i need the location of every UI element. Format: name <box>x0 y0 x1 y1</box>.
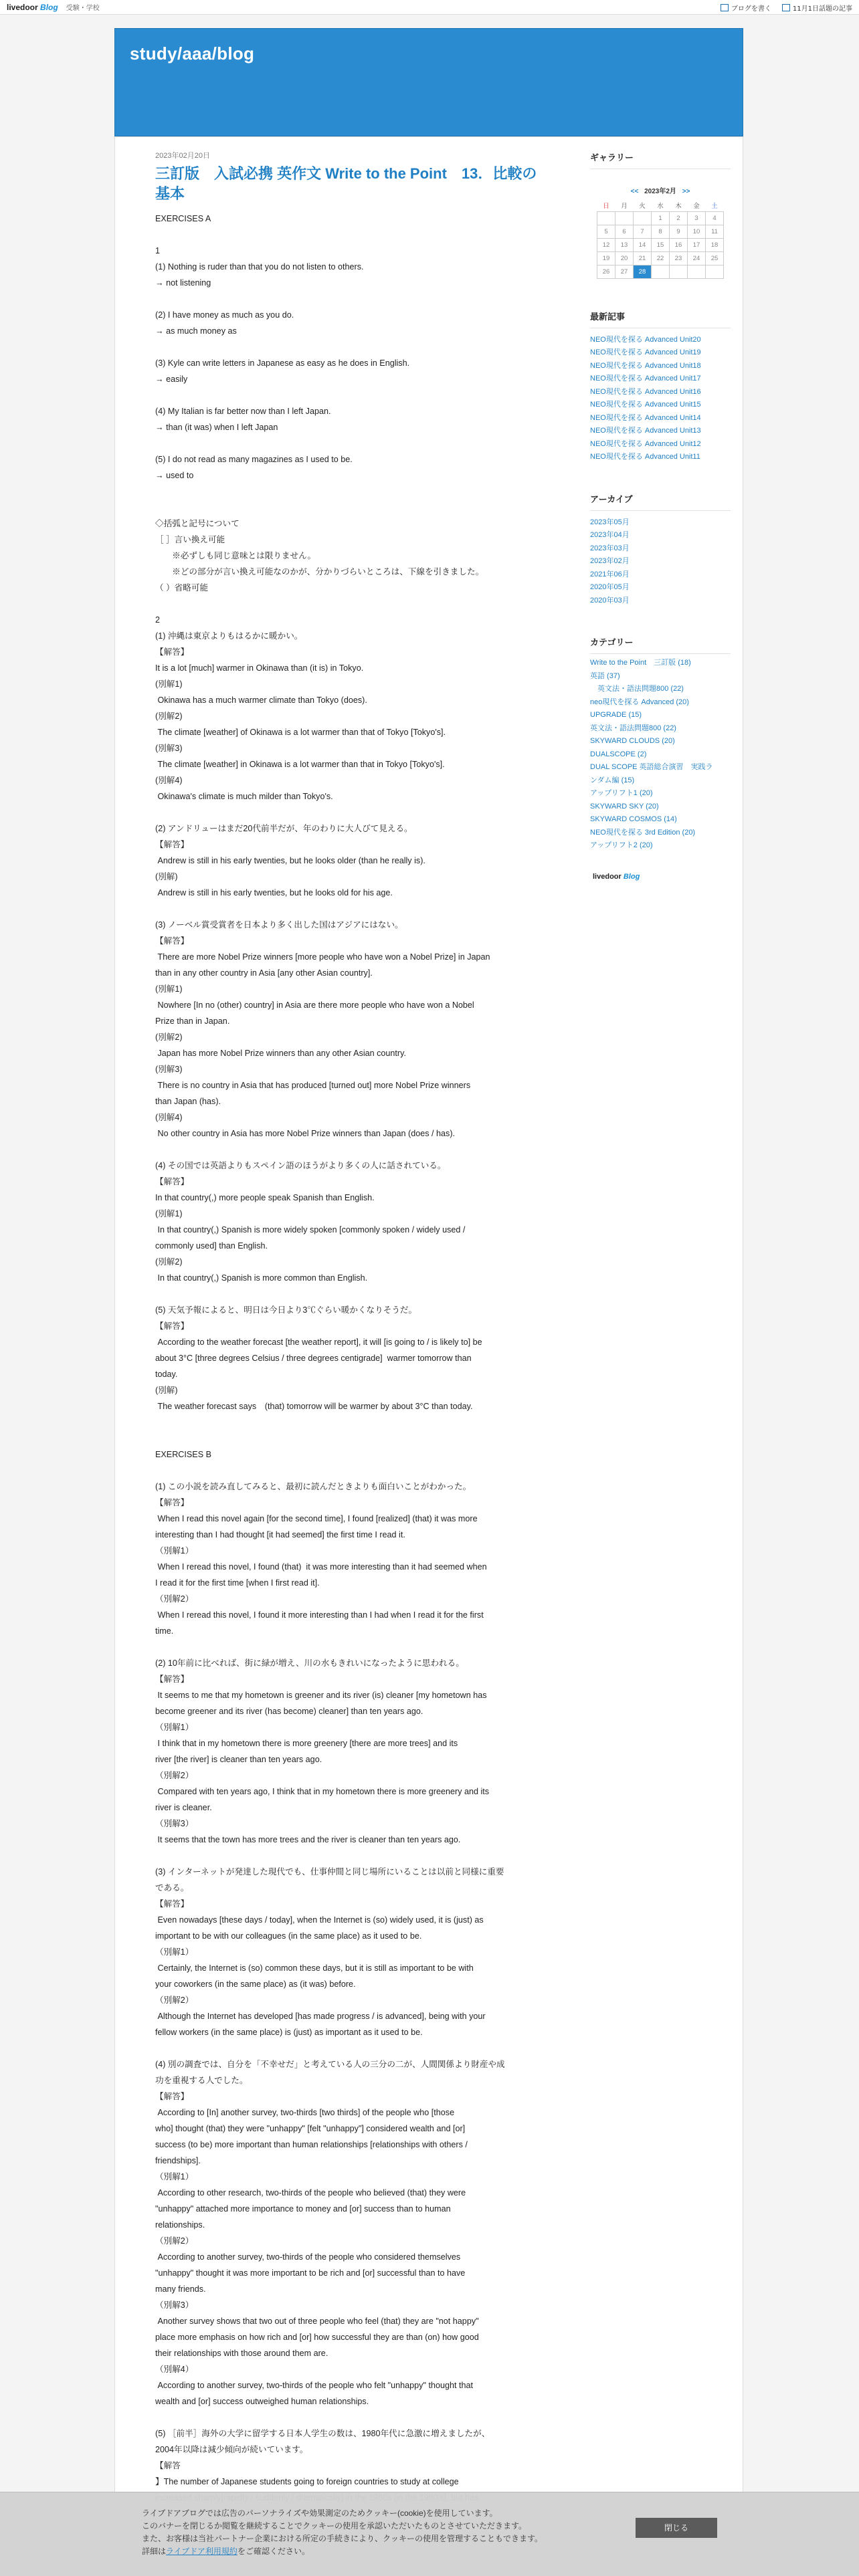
article-line: (別解3) <box>155 1065 183 1074</box>
blog-header <box>114 28 743 136</box>
article-line: According to another survey, two-thirds of the people who considered themselves <box>155 2252 461 2262</box>
sidebar <box>590 137 731 881</box>
article-line: become greener and its river (has become) cleaner] than ten years ago. <box>155 1707 423 1716</box>
cookie-close-button[interactable]: 閉じる <box>636 2518 717 2538</box>
article-line: である。 <box>155 1883 189 1893</box>
article-line: (4) My Italian is far better now than I left Japan. <box>155 407 331 416</box>
calendar-day[interactable]: 25 <box>706 251 724 265</box>
article-line: (別解) <box>155 1386 178 1395</box>
article-line: relationships. <box>155 2220 205 2230</box>
article-line <box>155 596 543 612</box>
article-line: (別解1) <box>155 1209 183 1218</box>
article-line: （別解2） <box>155 1996 194 2005</box>
calendar-weekday: 木 <box>675 202 682 210</box>
archive-link[interactable]: 2021年06月 <box>590 570 630 578</box>
article-line: I read it for the first time [when I first read it]. <box>155 1578 320 1588</box>
category-link[interactable]: アップリフト2 (20) <box>590 841 653 849</box>
category-link[interactable]: DUAL SCOPE 英語総合演習 実践ラ <box>590 763 713 771</box>
article-line: It is a lot [much] warmer in Okinawa than (it is) in Tokyo. <box>155 663 364 673</box>
calendar-day <box>670 265 688 278</box>
calendar-day <box>688 265 706 278</box>
calendar-day[interactable]: 22 <box>652 251 670 265</box>
article-line: (1) この小説を読み直してみると、最初に読んだときよりも面白いことがわかった。 <box>155 1482 472 1491</box>
archive-link[interactable]: 2023年04月 <box>590 531 630 539</box>
calendar-week <box>597 251 724 265</box>
article-line: 【解答】 <box>155 840 189 849</box>
archive-link[interactable]: 2020年05月 <box>590 583 630 591</box>
article-line: (別解4) <box>155 1113 183 1122</box>
article-line: fellow workers (in the same place) is (just) as important as it used to be. <box>155 2028 423 2037</box>
article-line: Nowhere [In no (other) country] in Asia are there more people who have won a Nobel <box>155 1000 474 1010</box>
calendar-weekday: 土 <box>711 202 718 210</box>
terms-link[interactable]: ライブドア利用規約 <box>166 2547 237 2556</box>
article-line: (別解) <box>155 872 178 881</box>
pencil-icon <box>721 4 729 11</box>
article-line <box>155 1142 543 1158</box>
topic-articles-label: 11月1日話題の記事 <box>792 5 852 13</box>
article-line: Andrew is still in his early twenties, but he looks older (than he really is). <box>155 856 425 865</box>
article-line <box>155 435 543 451</box>
article-line: (別解1) <box>155 679 183 689</box>
recent-article-link[interactable]: NEO現代を探る Advanced Unit11 <box>590 453 700 461</box>
article-line <box>155 1639 543 1655</box>
recent-article-link[interactable]: NEO現代を探る Advanced Unit12 <box>590 439 701 448</box>
article-line: (1) 沖縄は東京よりもはるかに暖かい。 <box>155 631 303 641</box>
article-line: ※どの部分が言い換え可能なのかが、分かりづらいところは、下線を引きました。 <box>155 567 484 576</box>
calendar-day[interactable]: 3 <box>688 211 706 225</box>
article-line <box>155 1430 543 1446</box>
article-line: It seems to me that my hometown is greener and its river (is) cleaner [my hometown has <box>155 1691 487 1700</box>
article-line: (別解3) <box>155 744 183 753</box>
recent-article-link[interactable]: NEO現代を探る Advanced Unit15 <box>590 401 701 409</box>
article-line: 【解答】 <box>155 1899 189 1909</box>
article-line: (2) 10年前に比べれば、街に緑が増え、川の水もきれいになったように思われる。 <box>155 1658 464 1668</box>
article-line: EXERCISES B <box>155 1450 211 1459</box>
calendar-next-button[interactable]: >> <box>682 188 690 195</box>
article-line <box>155 1463 543 1479</box>
article-line: 【解答】 <box>155 2092 189 2101</box>
category-link[interactable]: アップリフト1 (20) <box>590 789 653 797</box>
article-line: 【解答 <box>155 2461 181 2470</box>
article-line: than Japan (has). <box>155 1097 221 1106</box>
article-line: （別解2） <box>155 2236 194 2246</box>
gallery-section <box>590 137 731 279</box>
main-container <box>114 136 743 2517</box>
calendar-week <box>597 265 724 278</box>
article-line: 】The number of Japanese students going to foreign countries to study at college <box>155 2477 459 2486</box>
article-line: (別解2) <box>155 712 183 721</box>
top-bar <box>0 0 859 15</box>
calendar-grid <box>597 199 724 279</box>
article-line: There are more Nobel Prize winners [more people who have won a Nobel Prize] in Japan <box>155 952 490 962</box>
calendar-day[interactable]: 21 <box>634 251 652 265</box>
article-line: Even nowadays [these days / today], when the Internet is (so) widely used, it is (just) as <box>155 1915 484 1925</box>
article-line: → easily <box>155 374 188 384</box>
article-line <box>155 500 543 516</box>
article-line: 功を重視する人でした。 <box>155 2076 248 2085</box>
article-line: who] thought (that) they were "unhappy" [felt "unhappy"] considered wealth and [or] <box>155 2124 466 2133</box>
calendar-day <box>634 211 652 225</box>
cookie-line-post: をご確認ください。 <box>237 2547 310 2556</box>
category-link[interactable]: 英文法・語法問題800 (22) <box>590 724 676 732</box>
article-line: It seems that the town has more trees and the river is cleaner than ten years ago. <box>155 1835 461 1844</box>
recent-section <box>590 296 731 464</box>
archive-link[interactable]: 2023年05月 <box>590 518 630 526</box>
article-line <box>155 1848 543 1864</box>
article-line: commonly used] than English. <box>155 1241 268 1251</box>
cookie-line: ライブドアブログでは広告のパーソナライズや効果測定のためクッキー(cookie)を使用しています。 <box>142 2508 498 2518</box>
article-line: "unhappy" thought it was more important to be rich and [or] successful than to have <box>155 2268 466 2278</box>
article-line: 【解答】 <box>155 1321 189 1331</box>
calendar-day[interactable]: 11 <box>706 225 724 238</box>
article-line: Prize than in Japan. <box>155 1016 230 1026</box>
livedoor-blog-badge[interactable] <box>590 873 731 881</box>
cookie-banner <box>0 2492 859 2576</box>
article-line: than in any other country in Asia [any other Asian country]. <box>155 968 373 978</box>
article-line: wealth and [or] success outweighed human relationships. <box>155 2397 369 2406</box>
article-body <box>155 211 543 2506</box>
article-line: There is no country in Asia that has produced [turned out] more Nobel Prize winners <box>155 1081 471 1090</box>
article-line: (5) ［前半］海外の大学に留学する日本人学生の数は、1980年代に急激に増えましたが、 <box>155 2429 490 2438</box>
article-line: When I reread this novel, I found (that) it was more interesting than it had seemed when <box>155 1562 487 1572</box>
article-line: (4) その国では英語よりもスペイン語のほうがより多くの人に話されている。 <box>155 1161 446 1170</box>
article-line: (4) 別の調査では、自分を「不幸せだ」と考えている人の三分の二が、人間関係より財産や成 <box>155 2060 505 2069</box>
article-line: When I read this novel again [for the second time], I found [realized] (that) it was more <box>155 1514 478 1523</box>
article-line: 1 <box>155 246 161 255</box>
calendar-day[interactable]: 6 <box>615 225 634 238</box>
calendar-day[interactable]: 23 <box>670 251 688 265</box>
article-line: your coworkers (in the same place) as (it was) before. <box>155 1979 356 1989</box>
category-link[interactable]: SKYWARD CLOUDS (20) <box>590 737 675 745</box>
calendar-weekday: 日 <box>603 202 609 210</box>
article-title[interactable]: 三訂版 入試必携 英作文 Write to the Point 13．比較の基本 <box>155 165 537 202</box>
article-line: Compared with ten years ago, I think that in my hometown there is more greenery and its <box>155 1787 490 1796</box>
article-line: （別解4） <box>155 2365 194 2374</box>
article-line: Japan has more Nobel Prize winners than any other Asian country. <box>155 1049 406 1058</box>
article-line: (3) ノーベル賞受賞者を日本より多く出した国はアジアにはない。 <box>155 920 403 930</box>
calendar-day[interactable]: 12 <box>597 238 615 251</box>
calendar-day[interactable]: 2 <box>670 211 688 225</box>
article-line: (3) インターネットが発達した現代でも、仕事仲間と同じ場所にいることは以前と同様に重要 <box>155 1867 504 1876</box>
calendar-day[interactable]: 18 <box>706 238 724 251</box>
article-line <box>155 339 543 355</box>
calendar-weekday: 火 <box>639 202 646 210</box>
write-blog-link[interactable] <box>721 3 771 13</box>
cookie-line-pre: 詳細は <box>142 2547 167 2556</box>
article-line: （別解3） <box>155 2300 194 2310</box>
topic-articles-link[interactable] <box>782 3 852 13</box>
article-line: The weather forecast says (that) tomorrow will be warmer by about 3°C than today. <box>155 1402 473 1411</box>
article-line: Certainly, the Internet is (so) common these days, but it is still as important to be with <box>155 1963 474 1973</box>
article-line: ◇括弧と記号について <box>155 519 240 528</box>
calendar-day <box>615 211 634 225</box>
cookie-text <box>142 2507 543 2558</box>
article-line <box>155 2040 543 2056</box>
calendar-day[interactable]: 8 <box>652 225 670 238</box>
article-line: 2004年以降は減少傾向が続いています。 <box>155 2445 308 2454</box>
article-line: → not listening <box>155 278 211 288</box>
category-link[interactable]: SKYWARD SKY (20) <box>590 802 659 811</box>
calendar-day[interactable]: 9 <box>670 225 688 238</box>
calendar-month: 2023年2月 <box>644 188 676 195</box>
article-line: important to be with our colleagues (in the same place) as it used to be. <box>155 1931 422 1941</box>
recent-heading: 最新記事 <box>590 310 731 328</box>
recent-article-link[interactable]: NEO現代を探る Advanced Unit18 <box>590 361 701 370</box>
cookie-line: また、お客様は当社パートナー企業における所定の手続きにより、クッキーの使用を管理することもできます。 <box>142 2534 543 2543</box>
category-link[interactable]: 英文法・語法問題800 (22) <box>590 685 684 693</box>
article-line: Although the Internet has developed [has made progress / is advanced], being with your <box>155 2012 486 2021</box>
article-line: No other country in Asia has more Nobel Prize winners than Japan (does / has). <box>155 1129 456 1138</box>
calendar-weekday: 水 <box>657 202 664 210</box>
calendar-day[interactable]: 7 <box>634 225 652 238</box>
calendar-weekday: 月 <box>621 202 628 210</box>
article-line: （別解2） <box>155 1771 194 1780</box>
article-line: Another survey shows that two out of three people who feel (that) they are "not happy" <box>155 2317 479 2326</box>
calendar-weekdays <box>597 199 724 211</box>
blog-title[interactable]: study/aaa/blog <box>130 43 255 64</box>
article-line: river is cleaner. <box>155 1803 212 1812</box>
article-line: (5) 天気予報によると、明日は今日より3℃ぐらい暖かくなりそうだ。 <box>155 1305 417 1315</box>
article-line <box>155 387 543 403</box>
category-link[interactable]: ンダム編 (15) <box>590 776 635 784</box>
calendar-day[interactable]: 24 <box>688 251 706 265</box>
category-link[interactable]: 英語 (37) <box>590 671 620 680</box>
cookie-line <box>142 2545 543 2558</box>
article-line: (別解2) <box>155 1257 183 1267</box>
calendar-prev-button[interactable]: << <box>630 188 639 195</box>
category-heading: カテゴリー <box>590 635 731 654</box>
article-line: （別解1） <box>155 1947 194 1957</box>
calendar-day <box>597 211 615 225</box>
category-link[interactable]: DUALSCOPE (2) <box>590 750 647 758</box>
article-line: many friends. <box>155 2284 206 2294</box>
article-line: about 3°C [three degrees Celsius / three degrees centigrade] warmer tomorrow than <box>155 1354 472 1363</box>
article-line: (別解2) <box>155 1033 183 1042</box>
calendar-day[interactable]: 20 <box>615 251 634 265</box>
category-list <box>590 657 731 853</box>
article-line <box>155 2409 543 2426</box>
topic-link[interactable]: 受験・学校 <box>66 5 100 12</box>
article-line: EXERCISES A <box>155 214 211 223</box>
calendar-day[interactable]: 5 <box>597 225 615 238</box>
article-line: 【解答】 <box>155 1675 189 1684</box>
article-line: （別解2） <box>155 1594 194 1604</box>
gallery-heading: ギャラリー <box>590 150 731 169</box>
article-line <box>155 901 543 917</box>
article-line: (別解4) <box>155 776 183 785</box>
article-line: According to [In] another survey, two-thirds [two thirds] of the people who [those <box>155 2108 455 2117</box>
article-line: time. <box>155 1626 174 1636</box>
article-line <box>155 804 543 821</box>
article-line: ※必ずしも同じ意味とは限りません。 <box>155 551 316 560</box>
recent-article-link[interactable]: NEO現代を探る Advanced Unit13 <box>590 427 701 435</box>
calendar-day <box>706 265 724 278</box>
calendar-day[interactable]: 17 <box>688 238 706 251</box>
calendar-day[interactable]: 26 <box>597 265 615 278</box>
article-line: The climate [weather] of Okinawa is a lot warmer than that of Tokyo [Tokyo's]. <box>155 728 446 737</box>
article-line: （別解1） <box>155 1723 194 1732</box>
write-blog-label: ブログを書く <box>731 5 771 13</box>
article-line: In that country(,) Spanish is more widely spoken [commonly spoken / widely used / <box>155 1225 466 1235</box>
article-line: → used to <box>155 471 194 480</box>
livedoor-logo[interactable] <box>7 3 58 12</box>
article-line: → as much money as <box>155 326 237 336</box>
article-line: According to another survey, two-thirds of the people who felt "unhappy" thought that <box>155 2381 473 2390</box>
article-line: (3) Kyle can write letters in Japanese as easy as he does in English. <box>155 358 410 368</box>
category-section <box>590 622 731 853</box>
category-link[interactable]: Write to the Point 三訂版 (18) <box>590 659 691 667</box>
article-line <box>155 1286 543 1302</box>
livedoor-badge-text: livedoor <box>593 872 622 881</box>
article-line: According to the weather forecast [the weather report], it will [is going to / is likely to] be <box>155 1337 482 1347</box>
calendar-icon <box>782 4 790 11</box>
article-line: In that country(,) more people speak Spanish than English. <box>155 1193 375 1202</box>
calendar-day[interactable]: 10 <box>688 225 706 238</box>
article <box>155 150 543 2506</box>
article-line: (別解1) <box>155 984 183 994</box>
article-line: Andrew is still in his early twenties, but he looks old for his age. <box>155 888 393 897</box>
article-line: (2) I have money as much as you do. <box>155 310 294 320</box>
category-link[interactable]: neo現代を探る Advanced (20) <box>590 697 689 706</box>
recent-article-link[interactable]: NEO現代を探る Advanced Unit16 <box>590 387 701 396</box>
calendar-day[interactable]: 27 <box>615 265 634 278</box>
article-line <box>155 227 543 243</box>
article-line: (1) Nothing is ruder than that you do not listen to others. <box>155 262 364 272</box>
recent-article-link[interactable]: NEO現代を探る Advanced Unit14 <box>590 413 701 422</box>
calendar-week <box>597 211 724 225</box>
article-line: "unhappy" attached more importance to money and [or] success than to human <box>155 2204 451 2214</box>
article-line: （ ）省略可能 <box>155 583 209 593</box>
calendar-days <box>597 211 724 278</box>
archive-heading: アーカイブ <box>590 492 731 511</box>
calendar-day[interactable]: 15 <box>652 238 670 251</box>
article-line: (5) I do not read as many magazines as I used to be. <box>155 455 353 464</box>
category-link[interactable]: SKYWARD COSMOS (14) <box>590 815 677 823</box>
article-line: According to other research, two-thirds of the people who believed (that) they were <box>155 2188 466 2197</box>
article-line: 【解答】 <box>155 1177 189 1186</box>
calendar-day[interactable]: 16 <box>670 238 688 251</box>
article-line: I think that in my hometown there is more greenery [there are more trees] and its <box>155 1739 458 1748</box>
recent-article-link[interactable]: NEO現代を探る Advanced Unit20 <box>590 335 701 344</box>
article-line: their relationships with those around them are. <box>155 2349 328 2358</box>
cookie-line: このバナーを閉じるか閲覧を継続することでクッキーの使用を承認いただいたものとさせていただきます。 <box>142 2521 527 2531</box>
category-link[interactable]: UPGRADE (15) <box>590 711 642 719</box>
article-line: (2) アンドリューはまだ20代前半だが、年のわりに大人びて見える。 <box>155 824 413 833</box>
article-line <box>155 484 543 500</box>
article-line: Okinawa's climate is much milder than Tokyo's. <box>155 792 333 801</box>
article-line: 【解答】 <box>155 1498 189 1507</box>
livedoor-badge-blog: Blog <box>623 872 640 881</box>
calendar-day[interactable]: 1 <box>652 211 670 225</box>
article-line: When I reread this novel, I found it more interesting than I had when I read it for the first <box>155 1610 484 1620</box>
archive-list <box>590 516 731 608</box>
article-line: 2 <box>155 615 161 625</box>
calendar-day[interactable]: 19 <box>597 251 615 265</box>
archive-link[interactable]: 2020年03月 <box>590 596 630 605</box>
article-line: success (to be) more important than human relationships [relationships with others / <box>155 2140 468 2149</box>
calendar-weekday: 金 <box>693 202 700 210</box>
article-line: （別解3） <box>155 1819 194 1828</box>
logo-blog-text: Blog <box>40 2 58 12</box>
calendar-day[interactable]: 14 <box>634 238 652 251</box>
article-line: place more emphasis on how rich and [or] how successful they are than (on) how good <box>155 2333 479 2342</box>
calendar-week <box>597 225 724 238</box>
article-line: ［ ］言い換え可能 <box>155 535 225 544</box>
article-line: friendships]. <box>155 2156 201 2165</box>
calendar-day[interactable]: 13 <box>615 238 634 251</box>
article-line: today. <box>155 1370 178 1379</box>
archive-link[interactable]: 2023年03月 <box>590 544 630 552</box>
recent-article-link[interactable]: NEO現代を探る Advanced Unit19 <box>590 348 701 356</box>
archive-link[interactable]: 2023年02月 <box>590 557 630 565</box>
recent-article-link[interactable]: NEO現代を探る Advanced Unit17 <box>590 374 701 383</box>
calendar-day <box>652 265 670 278</box>
category-link[interactable]: NEO現代を探る 3rd Edition (20) <box>590 828 696 837</box>
article-line: river [the river] is cleaner than ten years ago. <box>155 1755 322 1764</box>
calendar-day[interactable]: 28 <box>634 265 652 278</box>
article-line: 【解答】 <box>155 647 189 657</box>
logo-text: livedoor <box>7 2 38 12</box>
calendar-nav <box>597 185 724 195</box>
archive-section <box>590 479 731 608</box>
article-line: → than (it was) when I left Japan <box>155 423 278 432</box>
recent-list <box>590 334 731 464</box>
article-line: The climate [weather] in Okinawa is a lot warmer than that in Tokyo [Tokyo's]. <box>155 760 445 769</box>
article-line: In that country(,) Spanish is more common than English. <box>155 1273 368 1283</box>
article-line: （別解1） <box>155 2172 194 2181</box>
article-line <box>155 291 543 307</box>
article-line: （別解1） <box>155 1546 194 1555</box>
calendar-week <box>597 238 724 251</box>
calendar <box>597 185 724 279</box>
calendar-day[interactable]: 4 <box>706 211 724 225</box>
article-line: 【解答】 <box>155 936 189 946</box>
article-line: interesting than I had thought [it had seemed] the first time I read it. <box>155 1530 405 1539</box>
article-line: Okinawa has a much warmer climate than Tokyo (does). <box>155 695 367 705</box>
article-line <box>155 1414 543 1430</box>
article-date: 2023年02月20日 <box>155 152 210 160</box>
